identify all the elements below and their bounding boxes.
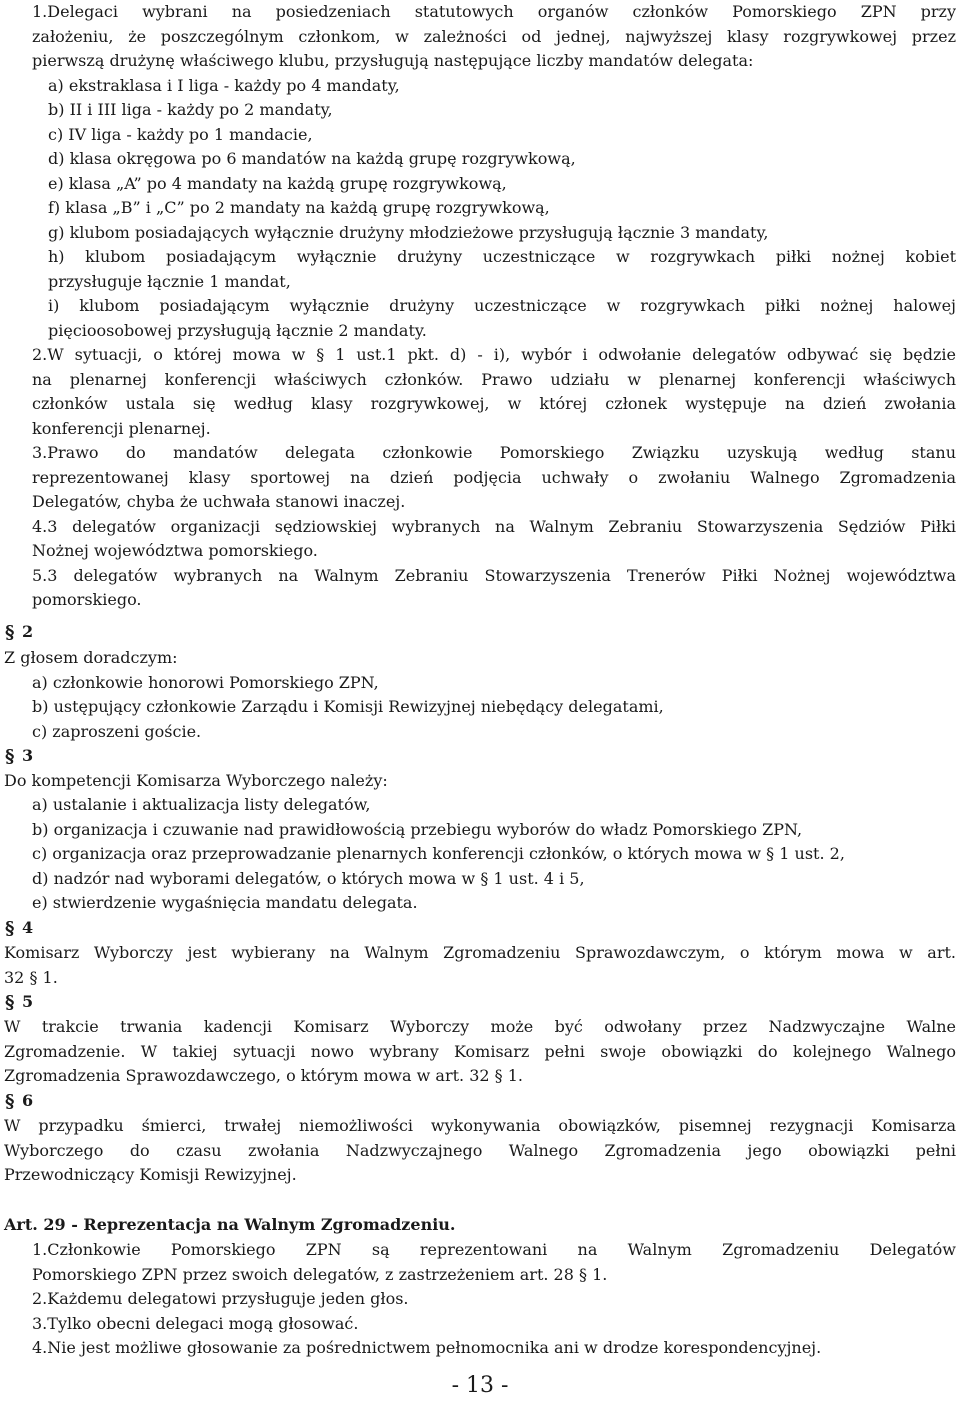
svg-text:§: § <box>5 1091 15 1112</box>
article-29-title: Art. 29 - Reprezentacja na Walnym Zgromadzeniu. <box>4 1215 456 1234</box>
svg-text:§: § <box>5 622 15 643</box>
section-2-number: 2 <box>22 622 34 641</box>
art29-item-3: 3.Tylko obecni delegaci mogą głosować. <box>32 1313 359 1333</box>
s1-p3-line-3: Delegatów, chyba że uchwała stanowi inaczej. <box>32 492 406 511</box>
s1-item-i-line-1: i) klubom posiadającym wyłącznie drużyny uczestniczące w rozgrywkach piłki nożnej halowej <box>48 296 956 315</box>
section-sign-icon <box>4 918 20 938</box>
s1-item-h-line-1: h) klubom posiadającym wyłącznie drużyny uczestniczące w rozgrywkach piłki nożnej kobiet <box>48 247 956 266</box>
s6-line-2: Wyborczego do czasu zwołania Nadzwyczajnego Walnego Zgromadzenia jego obowiązki pełni <box>4 1140 956 1160</box>
s5-line-3: Zgromadzenia Sprawozdawczego, o którym mowa w art. 32 § 1. <box>4 1066 523 1085</box>
s1-p2-line-3: członków ustala się według klasy rozgrywkowej, w której członek występuje na dzień zwołania <box>32 394 956 413</box>
s1-item-d: d) klasa okręgowa po 6 mandatów na każdą grupę rozgrywkową, <box>48 149 576 168</box>
s1-p5-line-1: 5.3 delegatów wybranych na Walnym Zebraniu Stowarzyszenia Trenerów Piłki Nożnej województwa <box>32 565 956 585</box>
svg-text:§: § <box>5 746 15 767</box>
s1-item-e: e) klasa „A” po 4 mandaty na każdą grupę rozgrywkową, <box>48 173 507 193</box>
s1-item-i-line-2: pięcioosobowej przysługują łącznie 2 mandaty. <box>48 320 427 340</box>
section-3-number: 3 <box>22 746 34 765</box>
section-5-number: 5 <box>22 992 34 1011</box>
s2-intro: Z głosem doradczym: <box>4 648 178 667</box>
s1-item-a: a) ekstraklasa i I liga - każdy po 4 mandaty, <box>48 75 400 95</box>
s3-item-b: b) organizacja i czuwanie nad prawidłowością przebiegu wyborów do władz Pomorskiego ZPN, <box>32 819 803 839</box>
s1-item-b: b) II i III liga - każdy po 2 mandaty, <box>48 100 333 119</box>
s5-line-2: Zgromadzenie. W takiej sytuacji nowo wybrany Komisarz pełni swoje obowiązki do kolejnego Walnego <box>4 1041 956 1061</box>
s1-p2-line-1: 2.W sytuacji, o której mowa w § 1 ust.1 pkt. d) - i), wybór i odwołanie delegatów odbywać się będzie <box>32 345 956 364</box>
section-6-number: 6 <box>22 1091 34 1110</box>
s1-p1-line-3: pierwszą drużynę właściwego klubu, przysługują następujące liczby mandatów delegata: <box>32 51 754 70</box>
s1-p5-line-2: pomorskiego. <box>32 590 142 609</box>
section-sign-icon <box>4 1091 20 1111</box>
s1-p4-line-2: Nożnej województwa pomorskiego. <box>32 541 318 560</box>
s1-item-g: g) klubom posiadających wyłącznie drużyny młodzieżowe przysługują łącznie 3 mandaty, <box>48 222 769 242</box>
s3-item-a: a) ustalanie i aktualizacja listy delegatów, <box>32 795 371 814</box>
svg-text:§: § <box>5 918 15 939</box>
section-4-number: 4 <box>22 918 34 937</box>
section-sign-icon <box>4 746 20 766</box>
s2-item-a: a) członkowie honorowi Pomorskiego ZPN, <box>32 672 379 692</box>
s6-line-1: W przypadku śmierci, trwałej niemożliwości wykonywania obowiązków, pisemnej rezygnacji Komisarza <box>4 1116 956 1135</box>
section-sign-icon <box>4 992 20 1012</box>
page-number: - 13 - <box>451 1373 509 1398</box>
s1-item-c: c) IV liga - każdy po 1 mandacie, <box>48 124 313 144</box>
art29-p1-line-1: 1.Członkowie Pomorskiego ZPN są reprezentowani na Walnym Zgromadzeniu Delegatów <box>32 1240 956 1259</box>
s6-line-3: Przewodniczący Komisji Rewizyjnej. <box>4 1165 297 1184</box>
s1-p1-line-1: 1.Delegaci wybrani na posiedzeniach statutowych organów członków Pomorskiego ZPN przy <box>32 2 956 21</box>
s3-intro: Do kompetencji Komisarza Wyborczego należy: <box>4 770 388 790</box>
art29-p1-line-2: Pomorskiego ZPN przez swoich delegatów, z zastrzeżeniem art. 28 § 1. <box>32 1264 608 1284</box>
s1-p3-line-2: reprezentowanej klasy sportowej na dzień podjęcia uchwały o zwołaniu Walnego Zgromadzenia <box>32 467 956 487</box>
s1-p2-line-2: na plenarnej konferencji właściwych członków. Prawo udziału w plenarnej konferencji właściwych <box>32 369 956 389</box>
s4-line-2: 32 § 1. <box>4 967 58 987</box>
s2-item-b: b) ustępujący członkowie Zarządu i Komisji Rewizyjnej niebędący delegatami, <box>32 697 664 716</box>
s5-line-1: W trakcie trwania kadencji Komisarz Wyborczy może być odwołany przez Nadzwyczajne Walne <box>4 1017 956 1036</box>
art29-item-2: 2.Każdemu delegatowi przysługuje jeden głos. <box>32 1289 409 1308</box>
section-sign-icon <box>4 622 20 642</box>
s3-item-e: e) stwierdzenie wygaśnięcia mandatu delegata. <box>32 893 418 912</box>
art29-item-4: 4.Nie jest możliwe głosowanie za pośrednictwem pełnomocnika ani w drodze korespondencyjnej. <box>32 1338 822 1357</box>
s3-item-c: c) organizacja oraz przeprowadzanie plenarnych konferencji członków, o których mowa w § 1 ust. 2, <box>32 844 845 863</box>
s1-item-f: f) klasa „B” i „C” po 2 mandaty na każdą grupę rozgrywkową, <box>48 198 550 217</box>
s4-line-1: Komisarz Wyborczy jest wybierany na Walnym Zgromadzeniu Sprawozdawczym, o którym mowa w art. <box>4 943 956 962</box>
s1-p3-line-1: 3.Prawo do mandatów delegata członkowie Pomorskiego Związku uzyskują według stanu <box>32 443 956 462</box>
s1-p1-line-2: założeniu, że poszczególnym członkom, w zależności od jednej, najwyższej klasy rozgrywkowej przez <box>32 26 956 46</box>
s1-item-h-line-2: przysługuje łącznie 1 mandat, <box>48 271 291 291</box>
s3-item-d: d) nadzór nad wyborami delegatów, o których mowa w § 1 ust. 4 i 5, <box>32 868 585 888</box>
s1-p4-line-1: 4.3 delegatów organizacji sędziowskiej wybranych na Walnym Zebraniu Stowarzyszenia Sędziów Piłki <box>32 516 956 536</box>
s1-p2-line-4: konferencji plenarnej. <box>32 418 211 438</box>
svg-text:§: § <box>5 992 15 1013</box>
s2-item-c: c) zaproszeni goście. <box>32 721 202 741</box>
